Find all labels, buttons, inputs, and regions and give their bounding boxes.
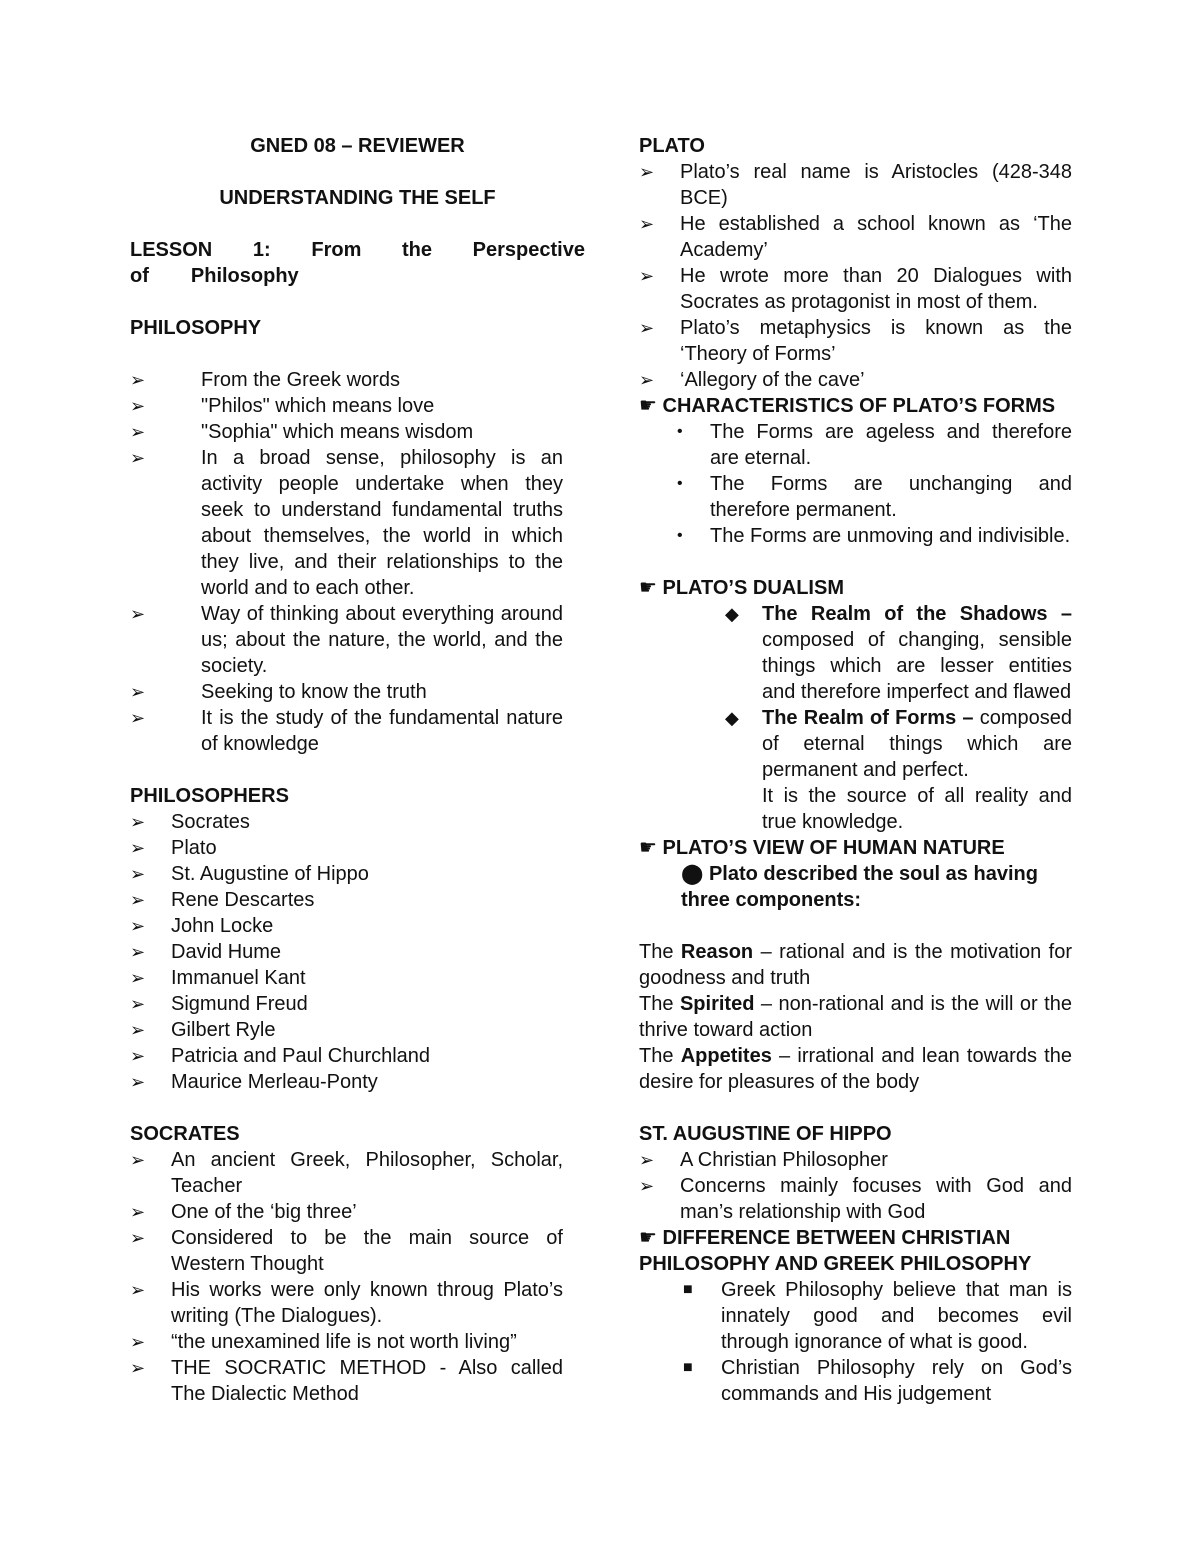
dualism-heading xyxy=(639,575,1072,601)
list-item-text: "Philos" which means love xyxy=(201,395,435,417)
arrow-bullet-icon: ➢ xyxy=(639,318,655,338)
arrow-bullet-icon: ➢ xyxy=(639,266,655,286)
arrow-bullet-icon: ➢ xyxy=(130,1332,146,1352)
pointer-icon: ☛ xyxy=(639,837,657,859)
list-item xyxy=(130,367,563,393)
list-item xyxy=(130,419,563,445)
list-item xyxy=(639,419,1072,471)
list-item xyxy=(130,679,563,705)
arrow-bullet-icon: ➢ xyxy=(130,916,146,936)
plato-list xyxy=(639,159,1072,393)
arrow-bullet-icon: ➢ xyxy=(639,214,655,234)
bullet-icon: • xyxy=(677,423,683,440)
plato-heading: PLATO xyxy=(639,135,705,157)
arrow-bullet-icon: ➢ xyxy=(130,1228,146,1248)
dualism-heading-text: PLATO’S DUALISM xyxy=(662,577,844,599)
list-item xyxy=(639,601,1072,705)
list-item-text: Christian Philosophy rely on God’s commands and His judgement xyxy=(721,1357,1072,1405)
dualism-text: composed of eternal things which are permanent and perfect. xyxy=(762,707,1072,781)
dualism-text: composed of changing, sensible things which are lesser entities and therefore imperfect and flawed xyxy=(762,629,1072,703)
philosophy-list xyxy=(130,367,563,757)
bullet-icon: • xyxy=(677,527,683,544)
list-item xyxy=(130,1017,563,1043)
list-item xyxy=(639,211,1072,263)
pointer-icon: ☛ xyxy=(639,1227,657,1249)
socrates-list xyxy=(130,1147,563,1407)
list-item-text: Patricia and Paul Churchland xyxy=(171,1045,431,1067)
difference-heading xyxy=(639,1225,1072,1277)
arrow-bullet-icon: ➢ xyxy=(130,604,146,624)
list-item-text: Immanuel Kant xyxy=(171,967,306,989)
left-column xyxy=(130,133,585,1407)
soul-part-term: Appetites xyxy=(680,1045,772,1067)
list-item-text: THE SOCRATIC METHOD - Also called The Dialectic Method xyxy=(171,1357,563,1405)
list-item-text: From the Greek words xyxy=(201,369,400,391)
list-item xyxy=(130,991,563,1017)
list-item xyxy=(130,601,563,679)
list-item xyxy=(130,939,563,965)
arrow-bullet-icon: ➢ xyxy=(130,396,146,416)
list-item xyxy=(130,887,563,913)
soul-part xyxy=(639,939,1072,991)
lesson-word: 1: xyxy=(252,239,271,261)
arrow-bullet-icon: ➢ xyxy=(130,994,146,1014)
arrow-bullet-icon: ➢ xyxy=(130,448,146,468)
philosophy-heading: PHILOSOPHY xyxy=(130,317,262,339)
list-item xyxy=(130,835,563,861)
arrow-bullet-icon: ➢ xyxy=(130,968,146,988)
list-item-text: John Locke xyxy=(171,915,274,937)
document-title: GNED 08 – REVIEWER xyxy=(250,135,465,157)
list-item xyxy=(130,861,563,887)
list-item xyxy=(639,159,1072,211)
arrow-bullet-icon: ➢ xyxy=(639,1150,655,1170)
list-item-text: A Christian Philosopher xyxy=(680,1149,888,1171)
list-item-text: David Hume xyxy=(171,941,282,963)
nature-heading xyxy=(639,835,1072,861)
philosophers-list xyxy=(130,809,563,1095)
list-item-text: “the unexamined life is not worth living” xyxy=(171,1331,517,1353)
lesson-word: Perspective xyxy=(472,239,585,261)
augustine-heading: ST. AUGUSTINE OF HIPPO xyxy=(639,1123,892,1145)
list-item-text: He wrote more than 20 Dialogues with Socrates as protagonist in most of them. xyxy=(680,265,1072,313)
lesson-word: of xyxy=(130,265,149,287)
nature-heading-text: PLATO’S VIEW OF HUMAN NATURE xyxy=(662,837,1005,859)
list-item xyxy=(639,1355,1072,1407)
lesson-word: LESSON xyxy=(130,239,213,261)
arrow-bullet-icon: ➢ xyxy=(639,1176,655,1196)
list-item-text: Rene Descartes xyxy=(171,889,315,911)
nature-subhead-text: Plato described the soul as having three components: xyxy=(681,863,1038,911)
list-item-text: Concerns mainly focuses with God and man’s relationship with God xyxy=(680,1175,1072,1223)
list-item xyxy=(639,471,1072,523)
soul-part-pre: The xyxy=(639,1045,681,1067)
pointer-icon: ☛ xyxy=(639,577,657,599)
lesson-heading-line2 xyxy=(130,263,585,289)
list-item-text: Considered to be the main source of Western Thought xyxy=(171,1227,563,1275)
arrow-bullet-icon: ➢ xyxy=(130,1358,146,1378)
list-item xyxy=(639,315,1072,367)
pointer-icon: ☛ xyxy=(639,395,657,417)
soul-part-term: Reason xyxy=(680,941,754,963)
list-item xyxy=(130,1225,563,1277)
right-column xyxy=(639,133,1072,1407)
list-item-text: His works were only known throug Plato’s writing (The Dialogues). xyxy=(171,1279,563,1327)
list-item xyxy=(130,913,563,939)
soul-part-text: – irrational and lean towards the desire for pleasures of the body xyxy=(639,1045,1072,1093)
dualism-term: The Realm of Forms – xyxy=(762,707,974,729)
arrow-bullet-icon: ➢ xyxy=(130,864,146,884)
list-item-text: Seeking to know the truth xyxy=(201,681,427,703)
list-item xyxy=(130,1043,563,1069)
philosophers-heading: PHILOSOPHERS xyxy=(130,785,289,807)
lesson-word: the xyxy=(402,239,433,261)
difference-heading-text: DIFFERENCE BETWEEN CHRISTIAN PHILOSOPHY AND GREEK PHILOSOPHY xyxy=(639,1227,1032,1275)
list-item-text: Greek Philosophy believe that man is innately good and becomes evil through ignorance of what is good. xyxy=(721,1279,1072,1353)
list-item-text: In a broad sense, philosophy is an activity people undertake when they seek to understand fundamental truths about themselves, the world in which they live, and their relationships to the world and to each other. xyxy=(201,447,563,599)
forms-heading xyxy=(639,393,1072,419)
augustine-list xyxy=(639,1147,1072,1225)
list-item-text: Way of thinking about everything around us; about the nature, the world, and the society. xyxy=(201,603,563,677)
list-item xyxy=(130,1069,563,1095)
soul-part-term: Spirited xyxy=(679,993,755,1015)
list-item-text: Plato’s metaphysics is known as the ‘Theory of Forms’ xyxy=(680,317,1072,365)
dot-icon: ⬤ xyxy=(681,863,704,885)
list-item-text: ‘Allegory of the cave’ xyxy=(680,369,865,391)
dualism-extra: It is the source of all reality and true knowledge. xyxy=(762,785,1072,833)
arrow-bullet-icon: ➢ xyxy=(130,890,146,910)
arrow-bullet-icon: ➢ xyxy=(130,1020,146,1040)
lesson-heading xyxy=(130,237,585,263)
square-bullet-icon: ■ xyxy=(683,1359,693,1376)
forms-list xyxy=(639,419,1072,549)
list-item xyxy=(130,1199,563,1225)
arrow-bullet-icon: ➢ xyxy=(130,1046,146,1066)
arrow-bullet-icon: ➢ xyxy=(130,942,146,962)
list-item-text: Gilbert Ryle xyxy=(171,1019,276,1041)
diamond-icon: ◆ xyxy=(725,604,739,624)
list-item xyxy=(130,1329,563,1355)
list-item xyxy=(639,523,1072,549)
arrow-bullet-icon: ➢ xyxy=(130,1280,146,1300)
list-item xyxy=(130,445,563,601)
list-item-text: An ancient Greek, Philosopher, Scholar, Teacher xyxy=(171,1149,563,1197)
socrates-heading: SOCRATES xyxy=(130,1123,240,1145)
list-item xyxy=(130,1147,563,1199)
list-item-text: Sigmund Freud xyxy=(171,993,308,1015)
arrow-bullet-icon: ➢ xyxy=(130,370,146,390)
arrow-bullet-icon: ➢ xyxy=(130,1072,146,1092)
list-item-text: Maurice Merleau-Ponty xyxy=(171,1071,378,1093)
difference-list xyxy=(639,1277,1072,1407)
list-item xyxy=(639,1277,1072,1355)
list-item xyxy=(639,367,1072,393)
list-item xyxy=(639,263,1072,315)
forms-heading-text: CHARACTERISTICS OF PLATO’S FORMS xyxy=(662,395,1056,417)
soul-part-pre: The xyxy=(639,941,681,963)
diamond-icon: ◆ xyxy=(725,708,739,728)
list-item xyxy=(639,1173,1072,1225)
list-item-text: Plato’s real name is Aristocles (428-348 BCE) xyxy=(680,161,1072,209)
arrow-bullet-icon: ➢ xyxy=(639,370,655,390)
list-item xyxy=(130,965,563,991)
list-item xyxy=(130,1355,563,1407)
list-item-text: "Sophia" which means wisdom xyxy=(201,421,474,443)
nature-subhead xyxy=(639,861,1072,913)
list-item xyxy=(130,393,563,419)
lesson-word: From xyxy=(311,239,362,261)
list-item-text: Plato xyxy=(171,837,217,859)
arrow-bullet-icon: ➢ xyxy=(130,1150,146,1170)
arrow-bullet-icon: ➢ xyxy=(130,708,146,728)
dualism-list xyxy=(639,601,1072,783)
soul-part-text: – rational and is the motivation for goodness and truth xyxy=(639,941,1072,989)
arrow-bullet-icon: ➢ xyxy=(130,812,146,832)
arrow-bullet-icon: ➢ xyxy=(130,682,146,702)
list-item xyxy=(639,1147,1072,1173)
arrow-bullet-icon: ➢ xyxy=(130,838,146,858)
list-item-text: It is the study of the fundamental nature of knowledge xyxy=(201,707,563,755)
square-bullet-icon: ■ xyxy=(683,1281,693,1298)
lesson-word: Philosophy xyxy=(190,265,299,287)
list-item-text: One of the ‘big three’ xyxy=(171,1201,357,1223)
document-subtitle: UNDERSTANDING THE SELF xyxy=(219,187,496,209)
arrow-bullet-icon: ➢ xyxy=(130,422,146,442)
list-item-text: The Forms are unmoving and indivisible. xyxy=(710,525,1071,547)
list-item-text: The Forms are ageless and therefore are eternal. xyxy=(710,421,1072,469)
list-item-text: He established a school known as ‘The Academy’ xyxy=(680,213,1072,261)
list-item-text: St. Augustine of Hippo xyxy=(171,863,369,885)
soul-part-text: – non-rational and is the will or the thrive toward action xyxy=(639,993,1072,1041)
list-item xyxy=(130,705,563,757)
soul-part-pre: The xyxy=(639,993,680,1015)
list-item xyxy=(130,1277,563,1329)
list-item-text: The Forms are unchanging and therefore permanent. xyxy=(710,473,1072,521)
arrow-bullet-icon: ➢ xyxy=(639,162,655,182)
bullet-icon: • xyxy=(677,475,683,492)
dualism-term: The Realm of the Shadows – xyxy=(762,603,1072,625)
list-item xyxy=(639,705,1072,783)
list-item xyxy=(130,809,563,835)
soul-part xyxy=(639,1043,1072,1095)
arrow-bullet-icon: ➢ xyxy=(130,1202,146,1222)
list-item-text: Socrates xyxy=(171,811,250,833)
soul-part xyxy=(639,991,1072,1043)
